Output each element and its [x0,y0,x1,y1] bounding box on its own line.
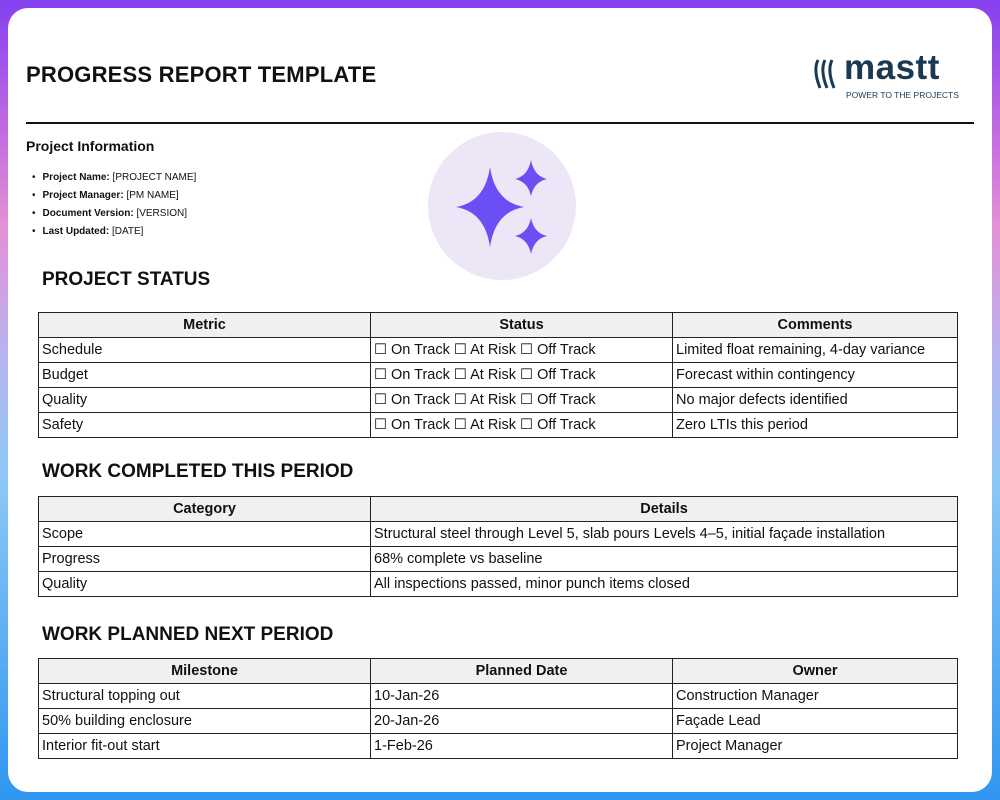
logo-wordmark: mastt [844,48,940,87]
project-status-heading: PROJECT STATUS [42,269,211,290]
table-cell: Façade Lead [673,709,958,734]
text: [DATE] [111,226,144,237]
work-completed-heading: WORK COMPLETED THIS PERIOD [42,461,354,482]
text: Document Version: [42,208,134,219]
table-header-row [39,497,958,522]
project-info-list [26,172,196,244]
column-header: Category [39,497,371,522]
text: Project Name: [42,172,110,183]
sparkles-icon [428,132,576,280]
table-row [39,338,958,363]
logo-tagline: POWER TO THE PROJECTS [846,90,959,100]
column-header: Planned Date [371,659,673,684]
table-cell: Project Manager [673,734,958,759]
table-row [39,363,958,388]
table-cell: 10-Jan-26 [371,684,673,709]
list-item [26,190,196,208]
project-info-heading: Project Information [26,138,155,154]
table-row [39,388,958,413]
page-title: PROGRESS REPORT TEMPLATE [26,62,377,87]
text: [PROJECT NAME] [112,172,197,183]
table-cell: Quality [39,388,371,413]
text: Last Updated: [42,226,110,237]
table-row [39,684,958,709]
table-cell: Progress [39,547,371,572]
project-status-table [38,312,958,438]
mastt-logo [814,48,964,108]
column-header: Details [371,497,958,522]
table-cell: ☐ On Track ☐ At Risk ☐ Off Track [371,363,673,388]
ai-sparkle-badge[interactable] [428,132,576,280]
logo-flame-icon [814,58,842,92]
table-cell: Structural topping out [39,684,371,709]
table-cell: Budget [39,363,371,388]
text: [VERSION] [136,208,188,219]
column-header: Comments [673,313,958,338]
table-cell: Schedule [39,338,371,363]
list-item [26,172,196,190]
table-cell: Interior fit-out start [39,734,371,759]
column-header: Owner [673,659,958,684]
table-cell: Limited float remaining, 4-day variance [673,338,958,363]
list-item [26,208,196,226]
table-header-row [39,313,958,338]
work-completed-table [38,496,958,597]
table-cell: Scope [39,522,371,547]
table-row [39,413,958,438]
list-item [26,226,196,244]
table-row [39,572,958,597]
table-cell: ☐ On Track ☐ At Risk ☐ Off Track [371,338,673,363]
table-cell: Safety [39,413,371,438]
table-cell: 68% complete vs baseline [371,547,958,572]
table-cell: 20-Jan-26 [371,709,673,734]
table-cell: Forecast within contingency [673,363,958,388]
table-cell: No major defects identified [673,388,958,413]
column-header: Milestone [39,659,371,684]
table-cell: All inspections passed, minor punch items closed [371,572,958,597]
table-cell: 50% building enclosure [39,709,371,734]
column-header: Status [371,313,673,338]
text: [PM NAME] [126,190,179,201]
column-header: Metric [39,313,371,338]
table-cell: Construction Manager [673,684,958,709]
text: Project Manager: [42,190,124,201]
table-row [39,709,958,734]
document-page [8,8,992,792]
table-cell: ☐ On Track ☐ At Risk ☐ Off Track [371,388,673,413]
table-row [39,522,958,547]
table-cell: Zero LTIs this period [673,413,958,438]
header-divider [26,122,974,124]
work-planned-table [38,658,958,759]
table-cell: 1-Feb-26 [371,734,673,759]
work-planned-heading: WORK PLANNED NEXT PERIOD [42,624,334,645]
table-row [39,734,958,759]
table-cell: Structural steel through Level 5, slab pours Levels 4–5, initial façade installation [371,522,958,547]
table-row [39,547,958,572]
table-cell: ☐ On Track ☐ At Risk ☐ Off Track [371,413,673,438]
table-cell: Quality [39,572,371,597]
table-header-row [39,659,958,684]
